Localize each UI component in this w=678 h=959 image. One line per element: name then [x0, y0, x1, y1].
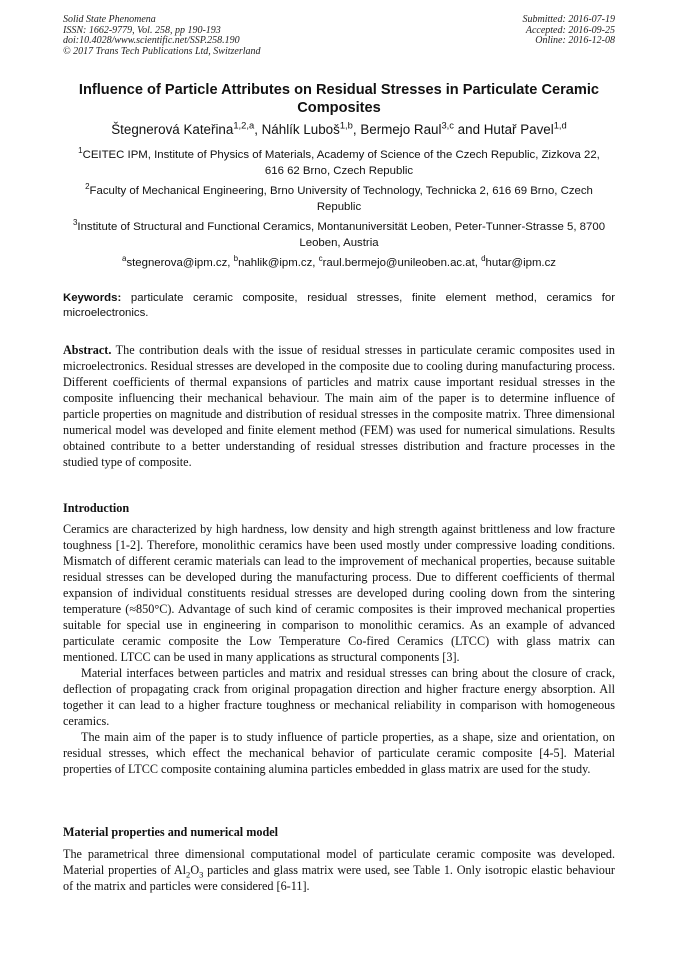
material-properties-body — [63, 846, 615, 894]
email-separator: , — [312, 257, 319, 269]
journal-issn: ISSN: 1662-9779, Vol. 258, pp 190-193 — [63, 24, 221, 36]
paragraph-text: O — [190, 863, 200, 877]
paragraph-text: particles and glass matrix were used, see Table 1. Only isotropic elastic behaviour of the matrix and particles were considered [6-11]. — [63, 863, 615, 893]
author-name: Náhlík Luboš — [261, 122, 340, 137]
keywords-label: Keywords: — [63, 292, 122, 304]
author-affiliation-marker: 1,2,a — [233, 120, 255, 131]
paragraph — [63, 846, 615, 894]
affiliation — [70, 148, 608, 179]
author-separator: , — [254, 122, 262, 137]
paragraph: The main aim of the paper is to study influence of particle properties, as a shape, size and orientation, on residual stresses, which effect the mechanical behavior of particulate ceramic composite [4-5]. Material properties of LTCC composite containing alumina particles embedded in glass matrix are used for the study. — [63, 730, 615, 776]
paragraph: Material interfaces between particles and matrix and residual stresses can bring about the closure of crack, deflection of propagating crack from original propagation direction and higher fracture energy absorption. All together it can lead to a higher fracture toughness or mechanical reliability in comparison with homogeneous ceramics. — [63, 666, 615, 728]
email-link[interactable]: stegnerova@ipm.cz — [126, 257, 228, 269]
abstract-block — [63, 342, 615, 470]
email-link[interactable]: nahlik@ipm.cz — [238, 257, 313, 269]
abstract-text: The contribution deals with the issue of residual stresses in particulate ceramic composites used in microelectronics. Residual stresses are developed in the composite due to cooling during manufacturing process. Different coefficients of thermal expansions of particles and matrix cause important residual stresses in the composite influencing their mechanical behaviour. The main aim of the paper is to determine influence of particle properties on magnitude and distribution of residual stresses in the composite matrix. Three dimensional numerical model was developed and finite element method (FEM) was used for numerical simulations. Results obtained contribute to a better understanding of residual stresses distribution and fracture processes in the studied type of composite. — [63, 343, 615, 469]
email-separator: , — [474, 257, 482, 269]
email-separator: , — [227, 257, 234, 269]
author-list — [63, 121, 615, 139]
journal-header-right — [523, 15, 616, 47]
email-marker: d — [481, 254, 486, 264]
email-list — [63, 256, 615, 271]
author-affiliation-marker: 1,b — [339, 120, 353, 131]
affiliation — [70, 220, 608, 251]
email-marker: a — [122, 254, 127, 264]
author-name: Štegnerová Kateřina — [111, 122, 234, 137]
online-date: Online: 2016-12-08 — [535, 35, 615, 47]
affiliation-text: CEITEC IPM, Institute of Physics of Materials, Academy of Science of the Czech Republic, Zizkova 22, 616 62 Brno, Czech Republic — [82, 149, 600, 177]
affiliation-text: Institute of Structural and Functional Ceramics, Montanuniversität Leoben, Peter-Tunner-Strasse 5, 8700 Leoben, Austria — [77, 221, 606, 249]
affiliation — [70, 184, 608, 215]
accepted-date: Accepted: 2016-09-25 — [525, 24, 615, 36]
introduction-body — [63, 521, 615, 777]
paragraph-text: The parametrical three dimensional computational model of particulate ceramic composite was developed. Material properties of Al — [63, 847, 615, 877]
affiliation-marker: 3 — [72, 218, 78, 228]
journal-header-left — [63, 15, 261, 57]
author-affiliation-marker: 1,d — [553, 120, 567, 131]
subscript: 3 — [199, 869, 204, 880]
keywords-block — [63, 291, 615, 321]
keywords-text: particulate ceramic composite, residual stresses, finite element method, ceramics for microelectronics. — [63, 292, 615, 319]
paragraph: Ceramics are characterized by high hardness, low density and high strength against brittleness and low fracture toughness [1-2]. Therefore, monolithic ceramics have been used mostly under compressive loading conditions. Mismatch of different ceramic materials can lead to the improvement of mechanical properties, because suitable residual stresses can be developed during the manufacturing process. Due to different coefficients of thermal expansion of individual constituents residual stresses are developed during cooling down from the sintering temperature (≈850°C). Advantage of such kind of ceramic composites is their improved mechanical properties suitable for special use in engineering in comparison to monolithic ceramics. As an example of advanced particulate ceramic composite the Low Temperature Co-fired Ceramics (LTCC) with glass matrix can mentioned. LTCC can be used in many applications as structural components [3]. — [63, 522, 615, 664]
section-heading-material-properties: Material properties and numerical model — [63, 825, 279, 839]
journal-name: Solid State Phenomena — [63, 14, 156, 25]
author-conjunction: and — [453, 122, 484, 137]
email-link[interactable]: raul.bermejo@unileoben.ac.at — [322, 257, 475, 269]
journal-doi: doi:10.4028/www.scientific.net/SSP.258.190 — [63, 35, 240, 47]
author-separator: , — [352, 122, 361, 137]
email-marker: c — [318, 254, 323, 264]
abstract-label: Abstract. — [63, 343, 112, 357]
journal-copyright: © 2017 Trans Tech Publications Ltd, Switzerland — [63, 45, 261, 57]
email-link[interactable]: hutar@ipm.cz — [485, 257, 556, 269]
affiliation-text: Faculty of Mechanical Engineering, Brno University of Technology, Technicka 2, 616 69 Brno, Czech Republic — [89, 185, 593, 213]
section-heading-introduction: Introduction — [63, 501, 130, 515]
author-name: Bermejo Raul — [360, 122, 442, 137]
email-marker: b — [233, 254, 239, 264]
affiliation-marker: 1 — [78, 146, 83, 156]
author-name: Hutař Pavel — [483, 122, 554, 137]
author-affiliation-marker: 3,c — [441, 120, 454, 131]
submitted-date: Submitted: 2016-07-19 — [522, 14, 615, 25]
paper-title: Influence of Particle Attributes on Residual Stresses in Particulate Ceramic Composites — [78, 82, 600, 116]
affiliation-marker: 2 — [85, 182, 90, 192]
subscript: 2 — [186, 869, 191, 880]
